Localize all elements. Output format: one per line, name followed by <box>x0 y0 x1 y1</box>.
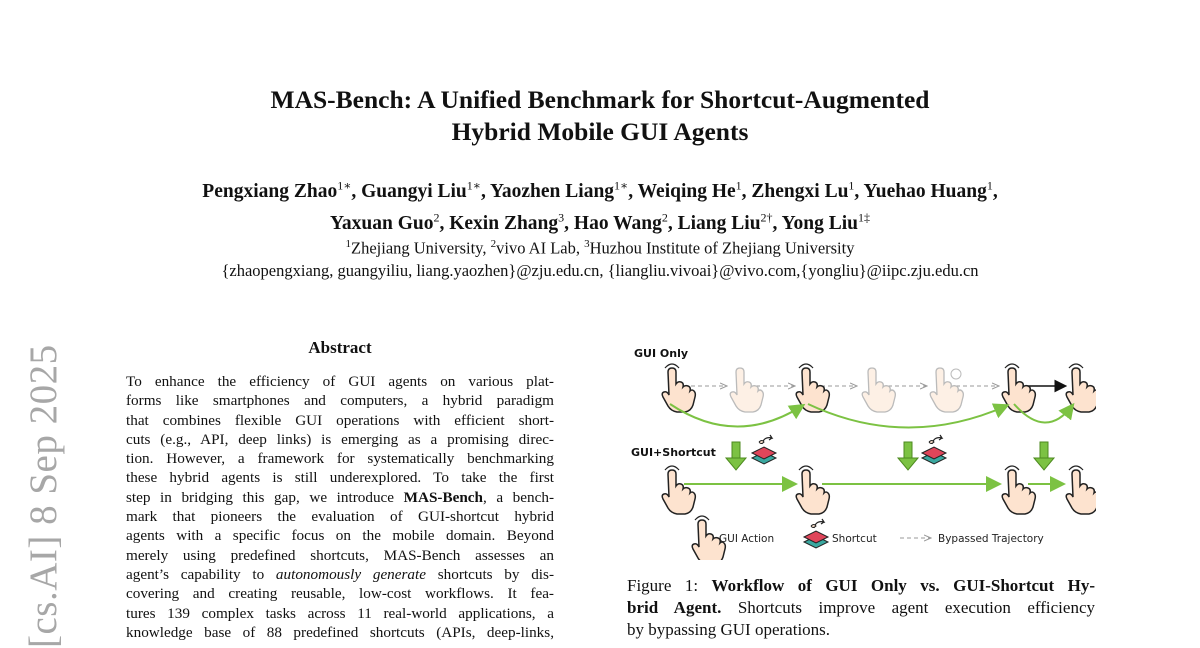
caption-line: brid Agent. Shortcuts improve agent execution efficiency <box>627 598 1095 617</box>
abstract-line: step in bridging this gap, we introduce MAS-Bench, a bench- <box>126 488 554 506</box>
legend-shortcut: Shortcut <box>832 533 877 545</box>
legend-gui-action: GUI Action <box>719 533 775 545</box>
abstract-line: tures 139 complex tasks across 11 real-world applications, a <box>126 604 554 622</box>
abstract-line: forms like smartphones and computers, a hybrid paradigm <box>126 392 554 410</box>
legend-bypassed: Bypassed Trajectory <box>938 533 1044 545</box>
abstract-line: covering and creating reusable, low-cost workflows. It fea- <box>126 585 554 603</box>
abstract-line: cuts (e.g., API, deep links) is emerging as a promising direc- <box>126 430 554 448</box>
affiliation-line: $^1$Zhejiang University, $^2$vivo AI Lab, $^3$Huzhou Institute of Zhejiang University <box>345 238 855 258</box>
author: Yong Liu$^{1\ddagger}$ <box>781 210 870 234</box>
bypassed-action-icon <box>862 368 895 412</box>
shortcut-down-arrow-icon <box>898 442 918 470</box>
abstract-line: agent’s capability to autonomously generate shortcuts by dis- <box>126 565 554 583</box>
author: Yuehao Huang$^1$, <box>863 178 998 202</box>
paper-title <box>0 84 1200 148</box>
gui-action-icon <box>1002 466 1035 514</box>
abstract-line: these hybrid agents is still underexplored. To take the first <box>126 469 554 487</box>
abstract-line: that combines flexible GUI operations with efficient short- <box>126 411 554 429</box>
workflow-figure <box>626 340 1096 560</box>
abstract-line: merely using predefined shortcuts, MAS-Bench assesses an <box>126 546 554 564</box>
shortcut-icon <box>752 435 776 464</box>
abstract-line: tion. However, a framework for systematically benchmarking <box>126 450 554 468</box>
abstract-line: To enhance the efficiency of GUI agents on various plat- <box>126 373 554 390</box>
author: Liang Liu$^{2\dagger}$, <box>677 210 782 234</box>
figure-legend <box>692 516 1044 560</box>
shortcut-icon <box>922 435 946 464</box>
author: Weiqing He$^1$, <box>637 178 752 202</box>
shortcut-down-arrow-icon <box>726 442 746 470</box>
gui-action-icon <box>1002 364 1035 412</box>
gui-action-icon <box>662 466 695 514</box>
author: Zhengxi Lu$^1$, <box>751 178 864 202</box>
affiliations <box>0 233 1200 282</box>
author-line-1 <box>0 172 1200 205</box>
gui-action-icon <box>662 364 695 412</box>
gui-action-icon <box>796 466 829 514</box>
abstract-line: agents with a specific focus on the mobile domain. Beyond <box>126 527 554 545</box>
arxiv-stamp: [cs.AI] 8 Sep 2025 <box>22 344 65 648</box>
abstract-heading: Abstract <box>308 338 372 357</box>
gui-action-icon <box>1066 364 1096 412</box>
author: Kexin Zhang$^3$, <box>449 210 574 234</box>
label-gui-shortcut: GUI+Shortcut <box>631 446 716 459</box>
hybrid-row <box>662 435 1096 514</box>
legend-shortcut-icon <box>804 519 828 548</box>
label-gui-only: GUI Only <box>634 347 689 360</box>
caption-line: by bypassing GUI operations. <box>627 620 831 639</box>
author-list <box>0 172 1200 237</box>
title-line-1: MAS-Bench: A Unified Benchmark for Shortcut-Augmented <box>270 85 930 114</box>
author: Guangyi Liu$^{1∗}$, <box>361 178 490 202</box>
email-line: {zhaopengxiang, guangyiliu, liang.yaozhen}@zju.edu.cn, {liangliu.vivoai}@vivo.com,{yongliu}@iipc.zju.edu.cn <box>221 260 979 280</box>
author: Yaozhen Liang$^{1∗}$, <box>489 178 638 202</box>
abstract-line: knowledge base of 88 predefined shortcuts (APIs, deep-links, <box>126 623 554 641</box>
author: Pengxiang Zhao$^{1∗}$, <box>202 178 362 202</box>
caption-line: Figure 1: Workflow of GUI Only vs. GUI-Shortcut Hy- <box>627 576 1095 595</box>
figure-caption <box>627 575 1095 641</box>
abstract-line: mark that pioneers the evaluation of GUI-shortcut hybrid <box>126 508 554 526</box>
author: Hao Wang$^2$, <box>573 210 678 234</box>
gui-action-icon <box>796 364 829 412</box>
gui-action-icon <box>1066 466 1096 514</box>
abstract-body <box>126 372 554 642</box>
bypassed-action-icon <box>730 368 763 412</box>
title-line-2: Hybrid Mobile GUI Agents <box>451 117 749 146</box>
shortcut-down-arrow-icon <box>1034 442 1054 470</box>
author: Yaxuan Guo$^2$, <box>329 210 450 234</box>
gui-only-row <box>662 364 1096 428</box>
clock-icon <box>951 369 961 379</box>
